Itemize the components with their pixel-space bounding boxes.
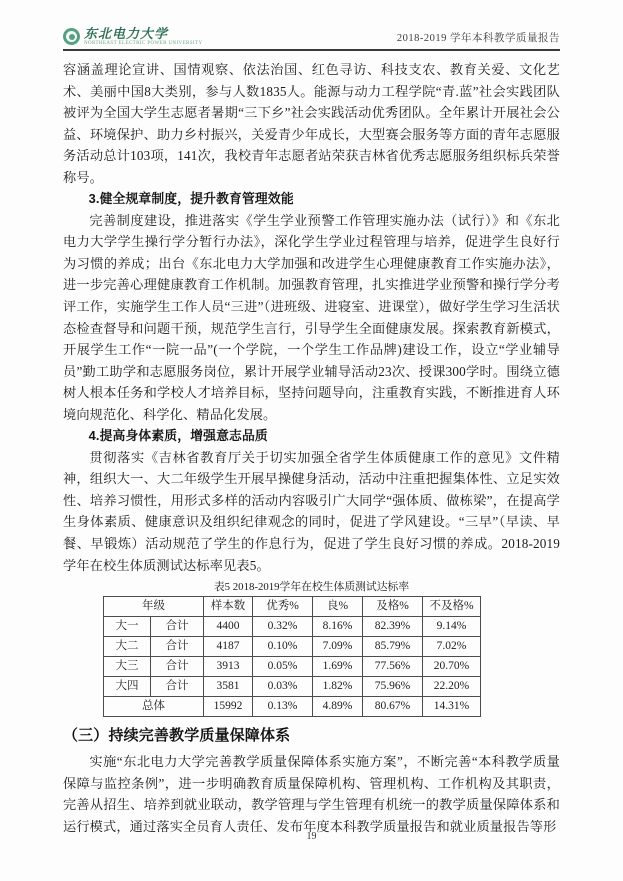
heading-3: 3.健全规章制度，提升教育管理效能 (88, 191, 294, 207)
cell-type: 合计 (151, 657, 204, 677)
table-row (104, 657, 481, 677)
cell-excellent: 0.05% (253, 657, 313, 677)
table-caption: 表5 2018-2019学年在校生体质测试达标率 (213, 581, 410, 594)
table-total-row (104, 697, 481, 717)
page-number: 19 (306, 831, 317, 842)
cell-excellent: 0.13% (253, 697, 313, 717)
paragraph-institution: 完善制度建设，推进落实《学生学业预警工作管理实施办法（试行）》和《东北电力大学学生操行学分暂行办法》，深化学生学业过程管理与培养，促进学生良好行为习惯的养成；出台《东北电力大学加强和改进学生心理健康教育工作实施办法》，进一步完善心理健康教育工作机制。加强教育管理，扎实推进学业预警和操行学分考评工作，实施学生工作人员“三进”（进班级、进寝室、进课堂），做好学生学习生活状态检查督导和问题干预，规范学生言行，引导学生全面健康发展。探索教育新模式，开展学生工作“一院一品”(一个学院，一个学生工作品牌)建设工作，设立“学业辅导员”勤工助学和志愿服务岗位，累计开展学业辅导活动23次、授课300学时。围绕立德树人根本任务和学校人才培养目标，坚持问题导向，注重教育实践，不断推进育人环境向规范化、科学化、精品化发展。 (63, 212, 560, 422)
cell-pass: 75.96% (363, 677, 423, 697)
university-emblem-icon (63, 28, 80, 45)
cell-pass: 80.67% (363, 697, 423, 717)
cell-fail: 14.31% (423, 697, 481, 717)
fitness-test-table (103, 596, 481, 717)
table-row (104, 617, 481, 637)
table-row (104, 637, 481, 657)
col-header-fail: 不及格% (423, 597, 481, 617)
cell-type: 合计 (151, 617, 204, 637)
col-header-sample: 样本数 (204, 597, 253, 617)
cell-excellent: 0.03% (253, 677, 313, 697)
cell-fail: 7.02% (423, 637, 481, 657)
running-header-title: 2018-2019 学年本科教学质量报告 (396, 33, 560, 44)
cell-fail: 20.70% (423, 657, 481, 677)
university-name-en: NORTHEAST ELECTRIC POWER UNIVERSITY (84, 41, 203, 46)
university-logo (63, 27, 202, 46)
cell-sample: 15992 (204, 697, 253, 717)
cell-excellent: 0.32% (253, 617, 313, 637)
cell-grade: 大一 (104, 617, 151, 637)
col-header-grade: 年级 (104, 597, 204, 617)
cell-grade: 大四 (104, 677, 151, 697)
cell-good: 7.09% (313, 637, 363, 657)
col-header-good: 良% (313, 597, 363, 617)
col-header-excellent: 优秀% (253, 597, 313, 617)
heading-4: 4.提高身体素质，增强意志品质 (88, 428, 268, 444)
cell-good: 8.16% (313, 617, 363, 637)
cell-type: 合计 (151, 637, 204, 657)
table-header-row (104, 597, 481, 617)
paragraph-physical-fitness: 贯彻落实《吉林省教育厅关于切实加强全省学生体质健康工作的意见》文件精神，组织大一、大二年级学生开展早操健身活动，活动中注重把握集体性、立足实效性、培养习惯性，用形式多样的活动内容吸引广大同学“强体质、做栋梁”，在提高学生身体素质、健康意识及组织纪律观念的同时，促进了学风建设。“三早”（早读、早餐、早锻炼）活动规范了学生的作息行为，促进了学生良好习惯的养成。2018-2019学年在校生体质测试达标率见表5。 (63, 449, 560, 573)
cell-sample: 3913 (204, 657, 253, 677)
table-row (104, 677, 481, 697)
cell-excellent: 0.10% (253, 637, 313, 657)
cell-grade: 大三 (104, 657, 151, 677)
cell-sample: 4187 (204, 637, 253, 657)
cell-pass: 77.56% (363, 657, 423, 677)
cell-good: 1.69% (313, 657, 363, 677)
cell-good: 4.89% (313, 697, 363, 717)
section-heading-three: （三）持续完善教学质量保障体系 (63, 727, 291, 745)
cell-good: 1.82% (313, 677, 363, 697)
cell-type: 合计 (151, 677, 204, 697)
col-header-pass: 及格% (363, 597, 423, 617)
cell-fail: 9.14% (423, 617, 481, 637)
cell-grade: 大二 (104, 637, 151, 657)
cell-sample: 3581 (204, 677, 253, 697)
cell-fail: 22.20% (423, 677, 481, 697)
paragraph-quality-assurance: 实施“东北电力大学完善教学质量保障体系实施方案”，不断完善“本科教学质量保障与监控条例”，进一步明确教育质量保障机构、管理机构、工作机构及其职责，完善从招生、培养到就业联动，教学管理与学生管理有机统一的教学质量保障体系和运行模式，通过落实全员育人责任、发布年度本科教学质量报告和就业质量报告等形 (63, 754, 560, 834)
document-body (63, 59, 560, 837)
cell-pass: 85.79% (363, 637, 423, 657)
cell-pass: 82.39% (363, 617, 423, 637)
cell-sample: 4400 (204, 617, 253, 637)
paragraph-continuation: 容涵盖理论宣讲、国情观察、依法治国、红色寻访、科技支农、教育关爱、文化艺术、美丽中国8大类别，参与人数1835人。能源与动力工程学院“青.蓝”社会实践团队被评为全国大学生志愿者暑期“三下乡”社会实践活动优秀团队。全年累计开展社会公益、环境保护、助力乡村振兴，关爱青少年成长，大型赛会服务等方面的青年志愿服务活动总计103项，141次，我校青年志愿者站荣获吉林省优秀志愿服务组织标兵荣誉称号。 (63, 62, 560, 185)
university-name-zh: 东北电力大学 (84, 26, 169, 41)
cell-total-label: 总体 (104, 697, 204, 717)
page-header (63, 22, 560, 51)
